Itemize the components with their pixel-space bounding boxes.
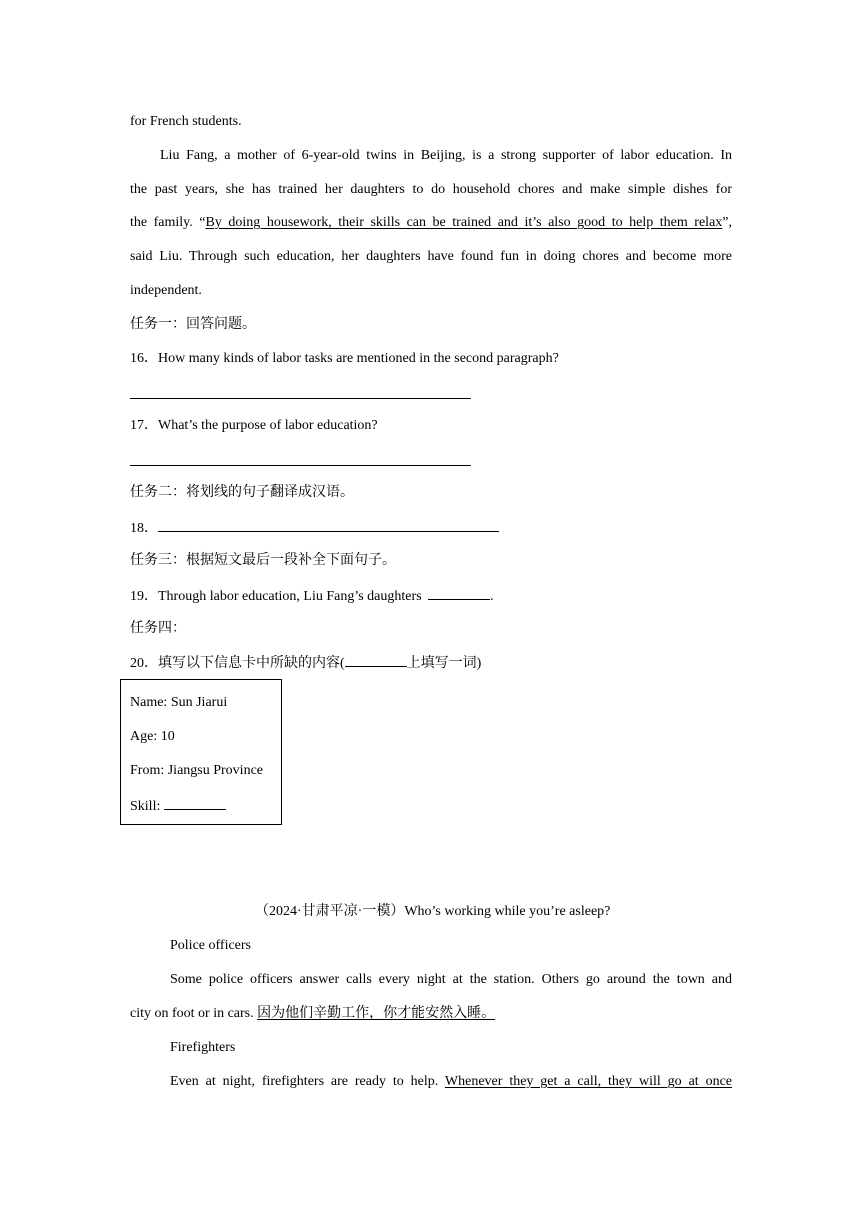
section-heading: Police officers	[170, 938, 251, 953]
passage-line	[170, 1073, 732, 1091]
passage-title	[255, 903, 610, 921]
card-age: Age: 10	[130, 729, 175, 744]
question-text: 20．填写以下信息卡中所缺的内容(	[130, 656, 345, 671]
question-19	[130, 586, 494, 606]
card-skill	[130, 796, 226, 816]
line-text: ”,	[722, 215, 733, 230]
source-label: （2024·甘肃平凉·一模）	[255, 904, 405, 919]
passage-line: the past years, she has trained her daughters to do household chores and make simple dishes for	[130, 182, 732, 197]
passage-line: independent.	[130, 283, 202, 298]
question-number: 18．	[130, 521, 158, 536]
task-label: 任务三：根据短文最后一段补全下面句子。	[130, 553, 396, 568]
section-heading: Firefighters	[170, 1040, 236, 1055]
answer-blank-19[interactable]	[428, 586, 490, 600]
passage-line	[130, 1005, 495, 1023]
question-text: .	[490, 589, 494, 604]
question-18	[130, 518, 499, 538]
underlined-sentence: 因为他们辛勤工作，你才能安然入睡。	[257, 1006, 496, 1021]
line-text: the family. “	[130, 215, 206, 230]
blank-sample	[345, 653, 407, 667]
question-20	[130, 653, 481, 673]
question-16: 16．How many kinds of labor tasks are mentioned in the second paragraph?	[130, 351, 559, 366]
passage-line: for French students.	[130, 114, 242, 129]
question-text: 19．Through labor education, Liu Fang’s daughters	[130, 589, 426, 604]
passage-line: said Liu. Through such education, her daughters have found fun in doing chores and become more	[130, 249, 732, 264]
line-text: Even at night, firefighters are ready to help.	[170, 1074, 445, 1089]
answer-blank-16[interactable]	[130, 398, 471, 399]
answer-blank-skill[interactable]	[164, 796, 226, 810]
task-label: 任务二：将划线的句子翻译成汉语。	[130, 485, 354, 500]
task-label: 任务一：回答问题。	[130, 317, 256, 332]
underlined-sentence: By doing housework, their skills can be trained and it’s also good to help them relax	[205, 215, 723, 230]
card-skill-label: Skill:	[130, 799, 164, 814]
info-card	[120, 679, 282, 825]
question-text: 上填写一词)	[406, 656, 482, 671]
card-name: Name: Sun Jiarui	[130, 695, 228, 710]
passage-line: Liu Fang, a mother of 6-year-old twins in Beijing, is a strong supporter of labor education. In	[160, 148, 732, 163]
answer-blank-18[interactable]	[158, 518, 499, 532]
title-text: Who’s working while you’re asleep?	[404, 904, 611, 919]
task-label: 任务四：	[130, 621, 186, 636]
underlined-sentence: Whenever they get a call, they will go at once	[444, 1074, 732, 1089]
passage-line: Some police officers answer calls every night at the station. Others go around the town and	[170, 972, 732, 987]
passage-line	[130, 214, 732, 232]
answer-blank-17[interactable]	[130, 465, 471, 466]
card-from: From: Jiangsu Province	[130, 763, 263, 778]
question-17: 17．What’s the purpose of labor education?	[130, 418, 378, 433]
line-text: city on foot or in cars.	[130, 1006, 258, 1021]
